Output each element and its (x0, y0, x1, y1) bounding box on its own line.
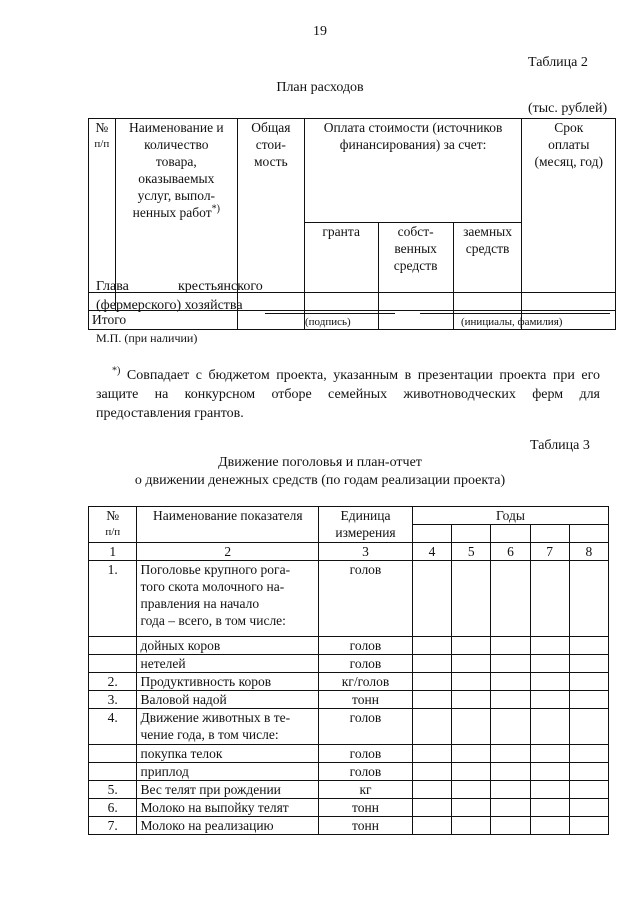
table-row: покупка телок голов (89, 745, 609, 763)
table-row: приплод голов (89, 763, 609, 781)
t2-total-label: Итого (89, 311, 238, 330)
table-row: нетелей голов (89, 655, 609, 673)
t3-header-name: Наименование показателя (137, 507, 319, 543)
footnote-marker: *) (211, 203, 220, 215)
table3-title-1: Движение поголовья и план-отчет (218, 455, 422, 470)
table2-units: (тыс. рублей) (528, 101, 608, 116)
table-row: 5. Вес телят при рождении кг (89, 781, 609, 799)
t2-header-own: собст- венных средств (378, 223, 453, 293)
t3-header-years: Годы (412, 507, 608, 525)
signature-caption: (подпись) (305, 316, 351, 328)
table2-label: Таблица 2 (528, 55, 588, 70)
initials-caption: (инициалы, фамилия) (461, 316, 563, 328)
initials-line[interactable] (420, 313, 610, 314)
table2-title: План расходов (276, 80, 364, 95)
table3 (88, 506, 609, 835)
t2-header-loan: заемных средств (453, 223, 522, 293)
table-row: 6. Молоко на выпойку телят тонн (89, 799, 609, 817)
t3-header-unit: Единица измерения (319, 507, 413, 543)
table-row: 1. Поголовье крупного рога- того скота молочного на- правления на начало года – всего, в том числе: голов (89, 561, 609, 637)
head-label-2: крестьянского (178, 279, 263, 294)
t2-header-name: Наименование и количество товара, оказываемых услуг, выпол- ненных работ*) (115, 119, 237, 293)
t3-col-numbers: 1 2 3 4 5 6 7 8 (89, 543, 609, 561)
t2-header-num: № п/п (89, 119, 116, 293)
footnote-mark: *) (112, 365, 121, 377)
t3-header-num: № п/п (89, 507, 137, 543)
t2-header-total: Общая стои- мость (237, 119, 304, 293)
t2-header-payment: Оплата стоимости (источников финансирования) за счет: (304, 119, 522, 223)
table-row: 7. Молоко на реализацию тонн (89, 817, 609, 835)
page-number: 19 (313, 24, 327, 39)
table-row: 2. Продуктивность коров кг/голов (89, 673, 609, 691)
t2-header-term: Срок оплаты (месяц, год) (522, 119, 616, 293)
footnote: *) Совпадает с бюджетом проекта, указанным в презентации проекта при его защите на конкурсном отборе семейных животноводческих ферм для предоставления грантов. (96, 365, 600, 421)
head-label-3: (фермерского) хозяйства (96, 298, 243, 313)
table-row: дойных коров голов (89, 637, 609, 655)
table-row: 3. Валовой надой тонн (89, 691, 609, 709)
table3-title-2: о движении денежных средств (по годам реализации проекта) (134, 473, 506, 488)
head-label: Глава (96, 279, 129, 294)
table-row: 4. Движение животных в те- чение года, в том числе: голов (89, 709, 609, 745)
stamp-note: М.П. (при наличии) (96, 331, 198, 345)
t2-header-grant: гранта (304, 223, 378, 293)
signature-line[interactable] (265, 313, 395, 314)
table3-label: Таблица 3 (530, 438, 590, 453)
